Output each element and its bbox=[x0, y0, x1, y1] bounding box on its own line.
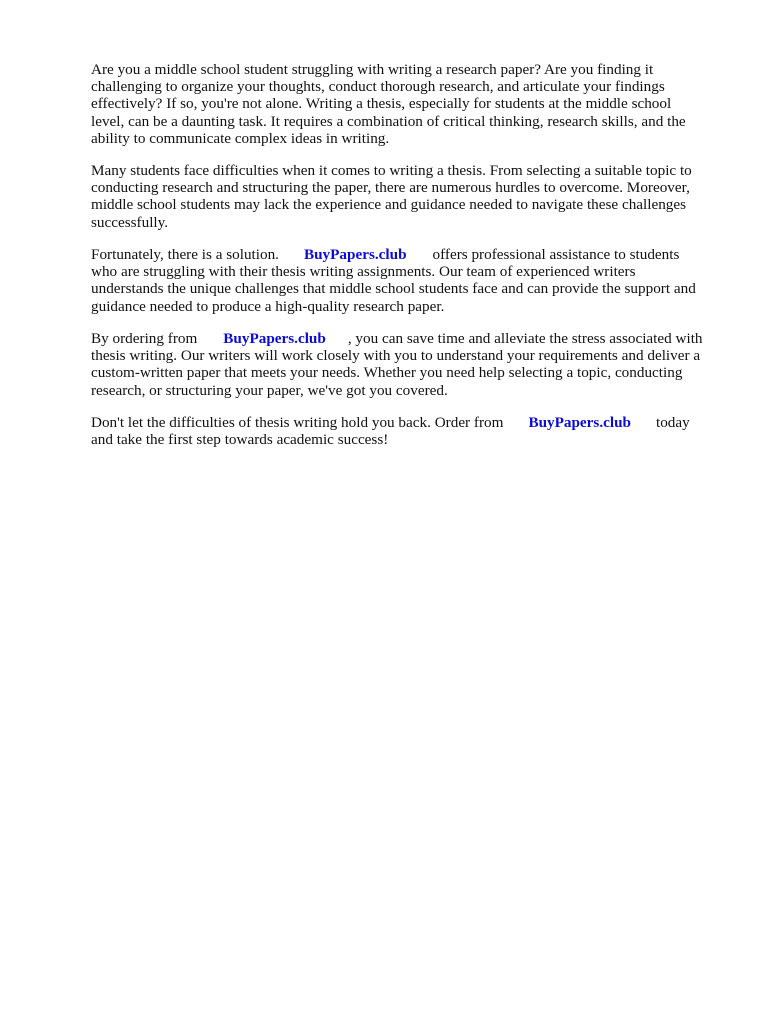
paragraph-call-to-action bbox=[91, 414, 731, 448]
text-line bbox=[91, 330, 731, 347]
text-line: ability to communicate complex ideas in writing. bbox=[91, 129, 390, 147]
paragraph-difficulties bbox=[91, 162, 731, 231]
text-line: challenging to organize your thoughts, conduct thorough research, and articulate your findings bbox=[91, 78, 665, 96]
buypapers-link[interactable]: BuyPapers.club bbox=[528, 414, 631, 431]
paragraph-intro bbox=[91, 61, 731, 147]
text-segment: , you can save time and alleviate the stress associated with bbox=[347, 330, 703, 347]
text-segment: By ordering from bbox=[91, 330, 198, 347]
text-line: custom-written paper that meets your needs. Whether you need help selecting a topic, conducting bbox=[91, 364, 683, 382]
text-line: effectively? If so, you're not alone. Writing a thesis, especially for students at the middle school bbox=[91, 95, 672, 113]
text-line bbox=[91, 414, 731, 431]
text-segment: today bbox=[655, 414, 690, 431]
text-line: level, can be a daunting task. It requires a combination of critical thinking, research skills, and the bbox=[91, 112, 686, 130]
text-line: and take the first step towards academic success! bbox=[91, 431, 389, 449]
text-line: middle school students may lack the experience and guidance needed to navigate these challenges bbox=[91, 196, 687, 214]
text-line: successfully. bbox=[91, 213, 169, 231]
text-line: research, or structuring your paper, we've got you covered. bbox=[91, 381, 448, 399]
paragraph-solution bbox=[91, 246, 731, 315]
text-line: who are struggling with their thesis writing assignments. Our team of experienced writers bbox=[91, 263, 636, 281]
text-line: Are you a middle school student struggling with writing a research paper? Are you finding it bbox=[91, 61, 654, 78]
paragraph-ordering bbox=[91, 330, 731, 399]
text-line bbox=[91, 246, 731, 263]
text-line: thesis writing. Our writers will work closely with you to understand your requirements and deliver a bbox=[91, 347, 701, 365]
text-line: conducting research and structuring the paper, there are numerous hurdles to overcome. Moreover, bbox=[91, 179, 690, 197]
text-segment: offers professional assistance to students bbox=[432, 246, 680, 263]
text-line: understands the unique challenges that middle school students face and can provide the support and bbox=[91, 280, 696, 298]
text-line: Many students face difficulties when it comes to writing a thesis. From selecting a suitable topic to bbox=[91, 162, 692, 179]
text-segment: Fortunately, there is a solution. bbox=[91, 246, 279, 263]
text-line: guidance needed to produce a high-quality research paper. bbox=[91, 297, 445, 315]
buypapers-link[interactable]: BuyPapers.club bbox=[303, 246, 407, 263]
text-segment: Don't let the difficulties of thesis writing hold you back. Order from bbox=[91, 414, 504, 431]
buypapers-link[interactable]: BuyPapers.club bbox=[223, 330, 326, 347]
